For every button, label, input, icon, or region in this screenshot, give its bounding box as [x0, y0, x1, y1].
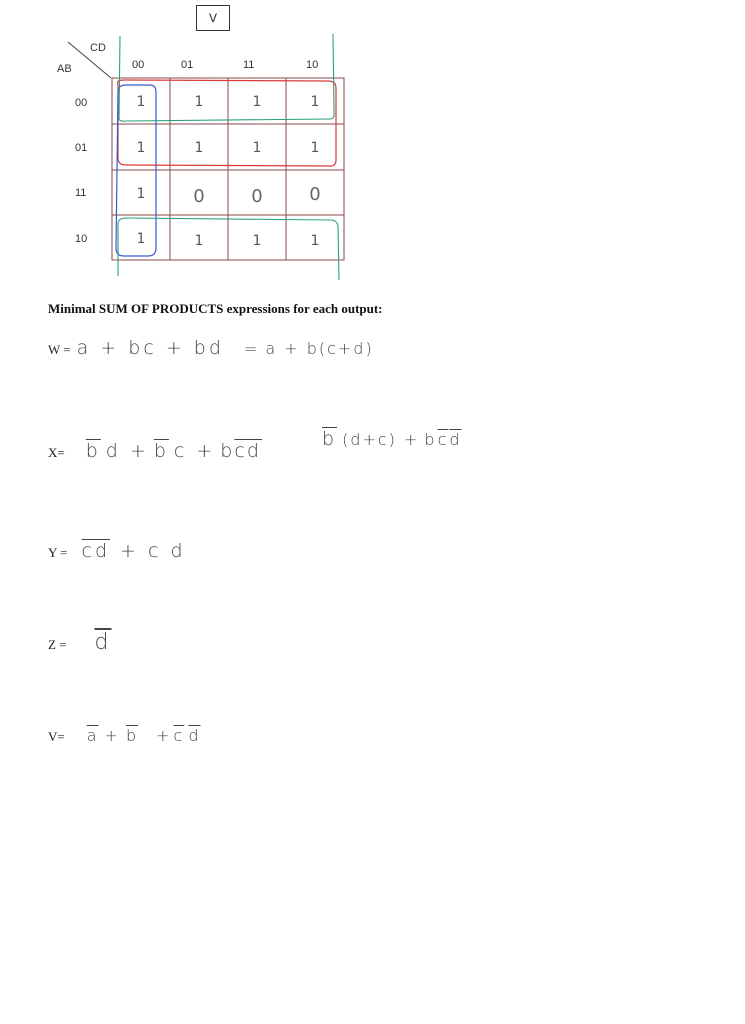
equation-y-label: Y =: [48, 545, 68, 560]
equation-y-term1-d: $\overline{d}$: [94, 540, 111, 562]
kmap-cell-r0-c3: 1: [310, 94, 320, 110]
equation-x-term2-rest: c +: [173, 440, 216, 462]
kmap-left-variable: AB: [57, 63, 72, 75]
kmap-cell-r1-c2: 1: [252, 140, 262, 156]
kmap-row-label-00: 00: [75, 97, 88, 109]
equation-z-term1: $\overline{d}$: [94, 630, 112, 655]
kmap-col-label-00: 00: [132, 59, 145, 71]
kmap-col-label-01: 01: [181, 59, 194, 71]
equation-w-expr: a + bc + bd: [76, 337, 224, 359]
equation-v-plus1: +: [104, 726, 120, 745]
kmap-title: V: [208, 11, 217, 25]
kmap-cell-r0-c1: 1: [194, 94, 204, 110]
equation-x-term2-b: $\overline{b}$: [153, 440, 169, 462]
kmap-cell-r2-c3: 0: [309, 183, 321, 205]
equation-v-term3-c: $\overline{c}$: [173, 726, 185, 745]
kmap-cell-r2-c0: 1: [136, 186, 146, 202]
kmap-row-label-01: 01: [75, 142, 88, 154]
equation-x-term3-c: $\overline{c}$: [234, 440, 248, 462]
equation-x-term3-d: $\overline{d}$: [246, 440, 262, 462]
equation-v-plus2: +: [156, 726, 172, 745]
equation-x-term3-b: b: [220, 440, 236, 462]
kmap-cell-r2-c2: 0: [251, 185, 263, 207]
equation-v-term1: $\overline{a}$: [86, 726, 99, 745]
kmap-diagonal: [68, 42, 111, 78]
equation-x-term1-b: $\overline{b}$: [85, 440, 101, 462]
kmap-col-label-10: 10: [306, 59, 319, 71]
equation-w-factored: a + b(c+d): [265, 339, 374, 358]
equation-v-label: V=: [48, 729, 65, 744]
equation-z: [48, 630, 112, 655]
equation-v: [48, 726, 200, 745]
equation-y: [48, 540, 186, 562]
kmap-cell-r1-c0: 1: [136, 140, 146, 156]
equation-y-term1-c: $\overline{c}$: [81, 540, 95, 562]
equation-x-alternate: [322, 428, 462, 450]
equation-w-label: W =: [48, 342, 71, 357]
kmap-cell-r2-c1: 0: [193, 185, 205, 207]
equation-w-equals: =: [243, 339, 260, 358]
expressions-heading: Minimal SUM OF PRODUCTS expressions for each output:: [48, 301, 383, 316]
kmap-row-label-11: 11: [75, 187, 87, 199]
kmap-top-variable: CD: [90, 42, 106, 54]
equation-x-alt-d: $\overline{d}$: [449, 430, 462, 449]
equation-v-term2: $\overline{b}$: [125, 726, 139, 745]
kmap-row-label-10: 10: [75, 233, 88, 245]
kmap-cell-r0-c0: 1: [136, 94, 146, 110]
equation-x-alt-b2: b: [424, 430, 437, 449]
kmap-cell-r1-c1: 1: [194, 140, 204, 156]
kmap-cell-r0-c2: 1: [252, 94, 262, 110]
equation-w: [48, 337, 374, 359]
equation-x-alt-c: $\overline{c}$: [437, 430, 449, 449]
equation-v-term3-d: $\overline{d}$: [188, 726, 201, 745]
equation-x-term1-rest: d +: [105, 440, 149, 462]
kmap-cell-r3-c0: 1: [136, 231, 146, 247]
kmap-cell-r3-c2: 1: [252, 233, 262, 249]
equation-y-term2: + c d: [120, 540, 186, 562]
kmap-cell-r1-c3: 1: [310, 140, 320, 156]
kmap-cell-r3-c3: 1: [310, 233, 320, 249]
equation-x-alt-group: (d+c) +: [342, 430, 420, 449]
equation-z-label: Z =: [48, 637, 67, 652]
kmap-cell-r3-c1: 1: [194, 233, 204, 249]
equation-x-label: X=: [48, 445, 65, 460]
kmap-col-label-11: 11: [243, 59, 255, 71]
equation-x-alt-b: $\overline{b}$: [322, 428, 338, 450]
equation-x: [48, 440, 262, 462]
